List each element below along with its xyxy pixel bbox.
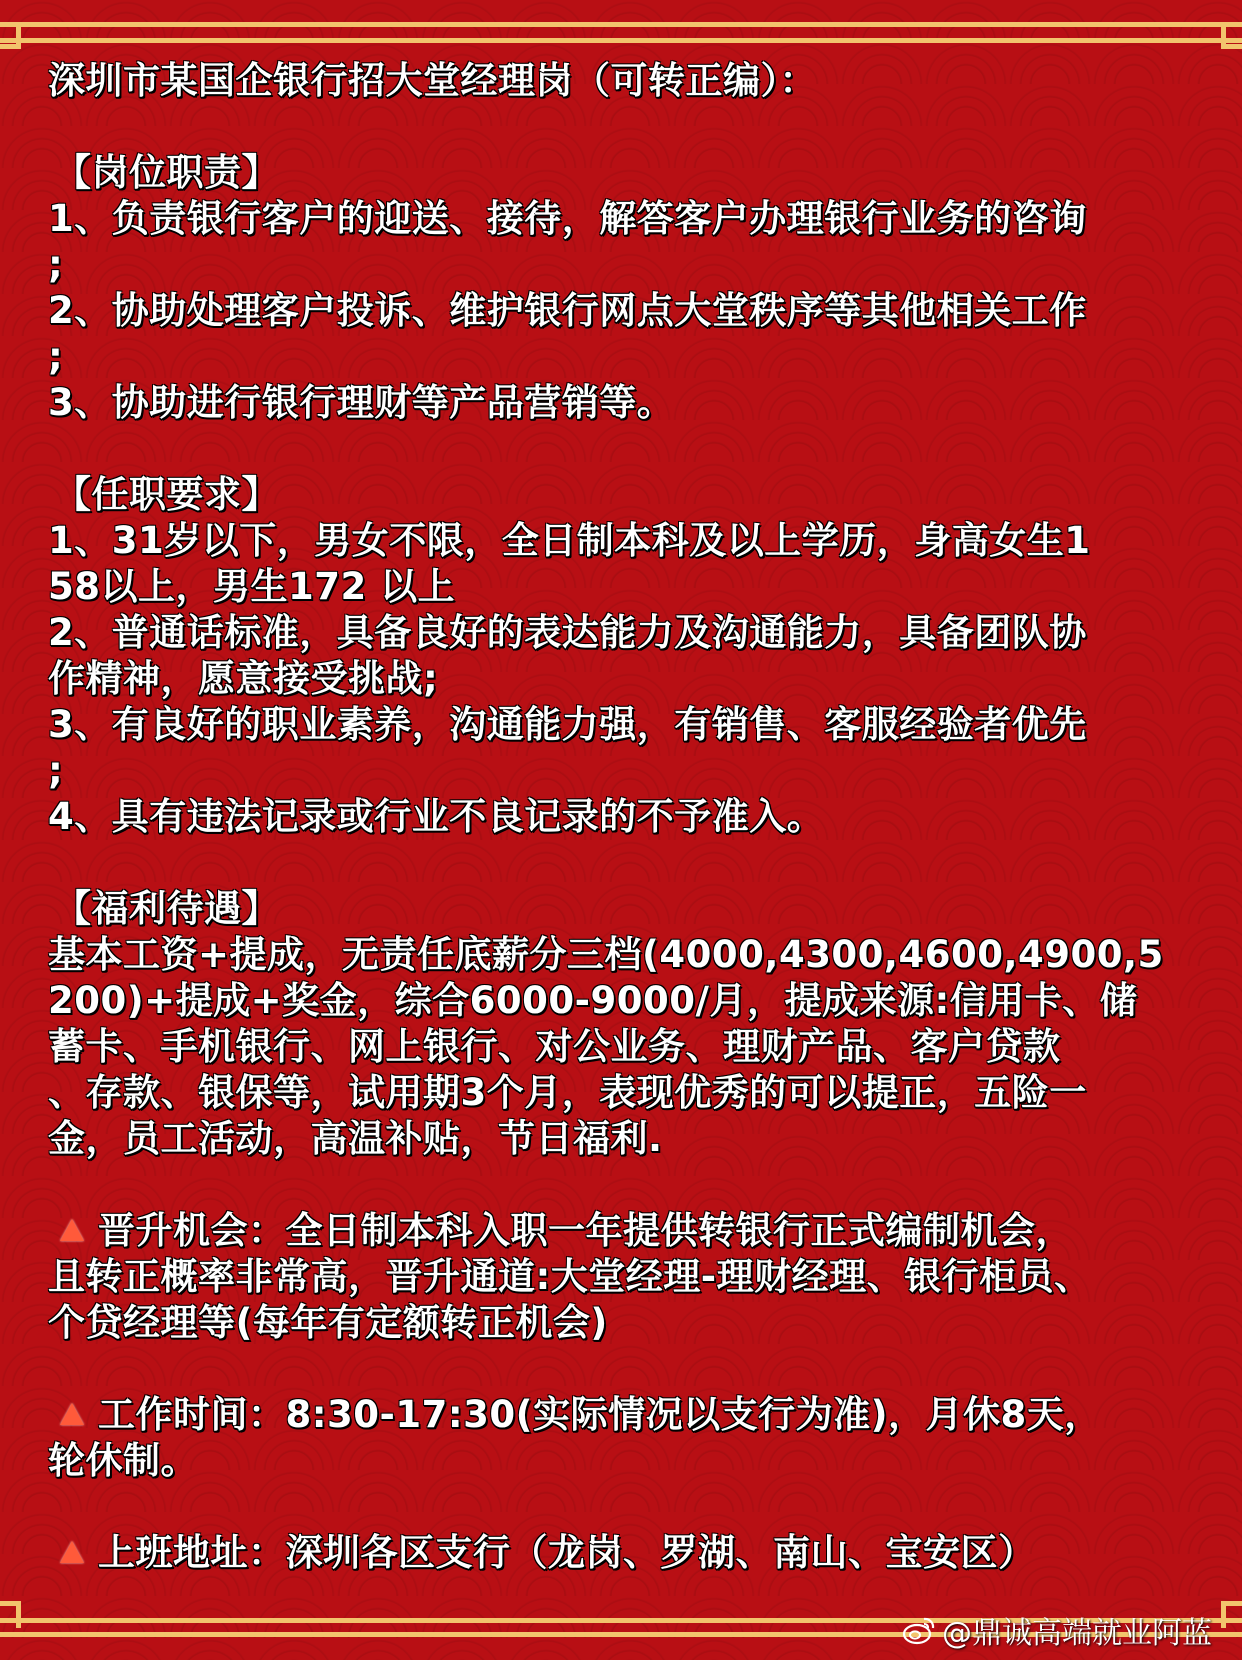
duty-line: ; xyxy=(48,335,64,378)
triangle-bullet-icon xyxy=(60,1541,84,1563)
address-text: 上班地址：深圳各区支行（龙岗、罗湖、南山、宝安区） xyxy=(98,1531,1036,1574)
promotion-text: 晋升机会：全日制本科入职一年提供转银行正式编制机会， xyxy=(98,1209,1073,1252)
weibo-icon xyxy=(902,1615,936,1645)
promotion-line: 个贷经理等(每年有定额转正机会) xyxy=(48,1301,608,1344)
posting-title: 深圳市某国企银行招大堂经理岗（可转正编）： xyxy=(48,59,817,102)
promotion-line xyxy=(48,1208,1198,1254)
worktime-text: 工作时间：8:30-17:30(实际情况以支行为准)，月休8天， xyxy=(98,1393,1102,1436)
worktime-line xyxy=(48,1392,1198,1438)
worktime-line: 轮休制。 xyxy=(48,1439,198,1482)
promotion-line: 且转正概率非常高，晋升通道:大堂经理-理财经理、银行柜员、 xyxy=(48,1255,1092,1298)
benefit-line: 基本工资+提成，无责任底薪分三档(4000,4300,4600,4900,5 xyxy=(48,933,1164,976)
duty-line: ; xyxy=(48,243,64,286)
corner-ornament xyxy=(1221,1601,1242,1628)
triangle-bullet-icon xyxy=(60,1219,84,1241)
watermark xyxy=(902,1608,1212,1652)
benefit-line: 金，员工活动，高温补贴，节日福利. xyxy=(48,1117,663,1160)
corner-ornament xyxy=(1221,22,1242,49)
top-frame-line-inner xyxy=(0,38,1242,43)
corner-ornament xyxy=(0,1601,21,1628)
duty-line: 2、协助处理客户投诉、维护银行网点大堂秩序等其他相关工作 xyxy=(48,289,1087,332)
requirement-line: 58以上，男生172 以上 xyxy=(48,565,456,608)
duty-line: 1、负责银行客户的迎送、接待，解答客户办理银行业务的咨询 xyxy=(48,197,1087,240)
triangle-bullet-icon xyxy=(60,1403,84,1425)
job-posting xyxy=(48,58,1198,1576)
benefit-line: 蓄卡、手机银行、网上银行、对公业务、理财产品、客户贷款 xyxy=(48,1025,1061,1068)
requirement-line: 2、普通话标准，具备良好的表达能力及沟通能力，具备团队协 xyxy=(48,611,1087,654)
requirement-line: ; xyxy=(48,749,64,792)
requirements-heading: 【任职要求】 xyxy=(54,473,279,516)
duties-heading: 【岗位职责】 xyxy=(54,151,279,194)
watermark-text: @鼎诚高端就业阿蓝 xyxy=(942,1616,1212,1651)
benefits-heading: 【福利待遇】 xyxy=(54,887,279,930)
top-frame-line xyxy=(0,22,1242,27)
benefit-line: 、存款、银保等，试用期3个月，表现优秀的可以提正，五险一 xyxy=(48,1071,1087,1114)
address-line xyxy=(48,1530,1198,1576)
requirement-line: 1、31岁以下，男女不限，全日制本科及以上学历，身高女生1 xyxy=(48,519,1091,562)
requirement-line: 作精神，愿意接受挑战; xyxy=(48,657,439,700)
corner-ornament xyxy=(0,22,21,49)
requirement-line: 3、有良好的职业素养，沟通能力强，有销售、客服经验者优先 xyxy=(48,703,1087,746)
benefit-line: 200)+提成+奖金，综合6000-9000/月，提成来源:信用卡、储 xyxy=(48,979,1138,1022)
requirement-line: 4、具有违法记录或行业不良记录的不予准入。 xyxy=(48,795,825,838)
duty-line: 3、协助进行银行理财等产品营销等。 xyxy=(48,381,675,424)
